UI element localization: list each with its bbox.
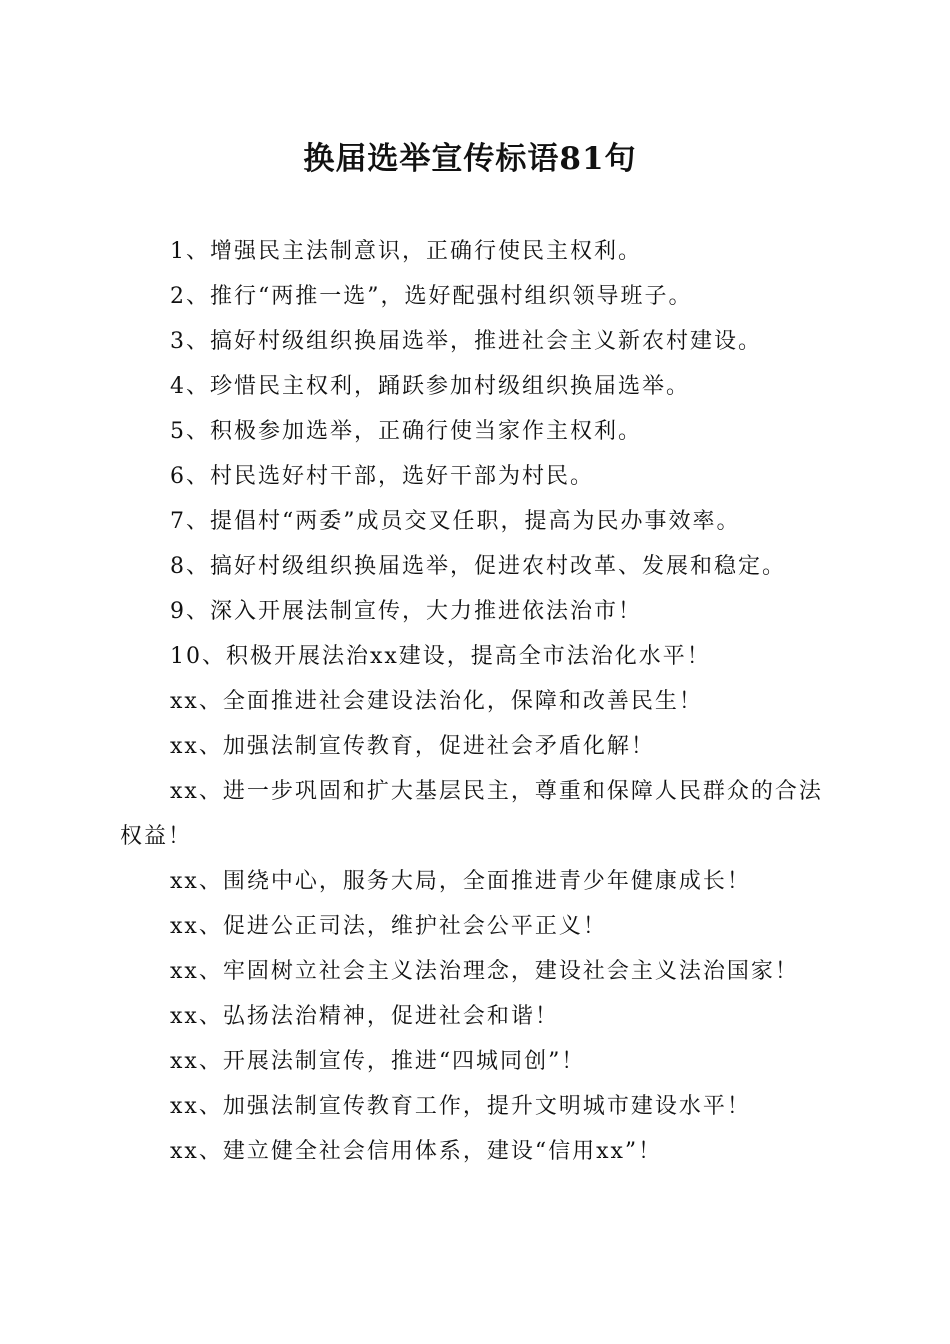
slogan-item: 6、村民选好村干部，选好干部为村民。	[170, 464, 594, 489]
slogan-item: xx、开展法制宣传，推进“四城同创”！	[170, 1049, 586, 1074]
slogan-item: xx、加强法制宣传教育工作，提升文明城市建设水平！	[170, 1094, 751, 1119]
slogan-item: 5、积极参加选举，正确行使当家作主权利。	[170, 419, 642, 444]
slogan-item: 9、深入开展法制宣传，大力推进依法治市！	[170, 599, 642, 624]
document-title: 换届选举宣传标语81句	[303, 141, 637, 177]
slogan-item: xx、围绕中心，服务大局，全面推进青少年健康成长！	[170, 869, 751, 894]
slogan-item: xx、建立健全社会信用体系，建设“信用xx”！	[170, 1139, 663, 1164]
slogan-item: 4、珍惜民主权利，踊跃参加村级组织换届选举。	[170, 374, 690, 399]
slogan-item: 3、搞好村级组织换届选举，推进社会主义新农村建设。	[170, 329, 762, 354]
slogan-item: 8、搞好村级组织换届选举，促进农村改革、发展和稳定。	[170, 554, 786, 579]
slogan-item: xx、促进公正司法，维护社会公平正义！	[170, 914, 607, 939]
slogan-item: xx、弘扬法治精神，促进社会和谐！	[170, 1004, 559, 1029]
slogan-item: 10、积极开展法治xx建设，提高全市法治化水平！	[170, 644, 711, 669]
slogan-list	[120, 229, 830, 1174]
slogan-item: 1、增强民主法制意识，正确行使民主权利。	[170, 239, 642, 264]
slogan-item: 2、推行“两推一选”，选好配强村组织领导班子。	[170, 284, 693, 309]
slogan-item: xx、牢固树立社会主义法治理念，建设社会主义法治国家！	[170, 959, 799, 984]
slogan-item: xx、进一步巩固和扩大基层民主，尊重和保障人民群众的合法权益！	[120, 779, 823, 849]
slogan-item: 7、提倡村“两委”成员交叉任职，提高为民办事效率。	[170, 509, 741, 534]
slogan-item: xx、加强法制宣传教育，促进社会矛盾化解！	[170, 734, 655, 759]
slogan-item: xx、全面推进社会建设法治化，保障和改善民生！	[170, 689, 703, 714]
